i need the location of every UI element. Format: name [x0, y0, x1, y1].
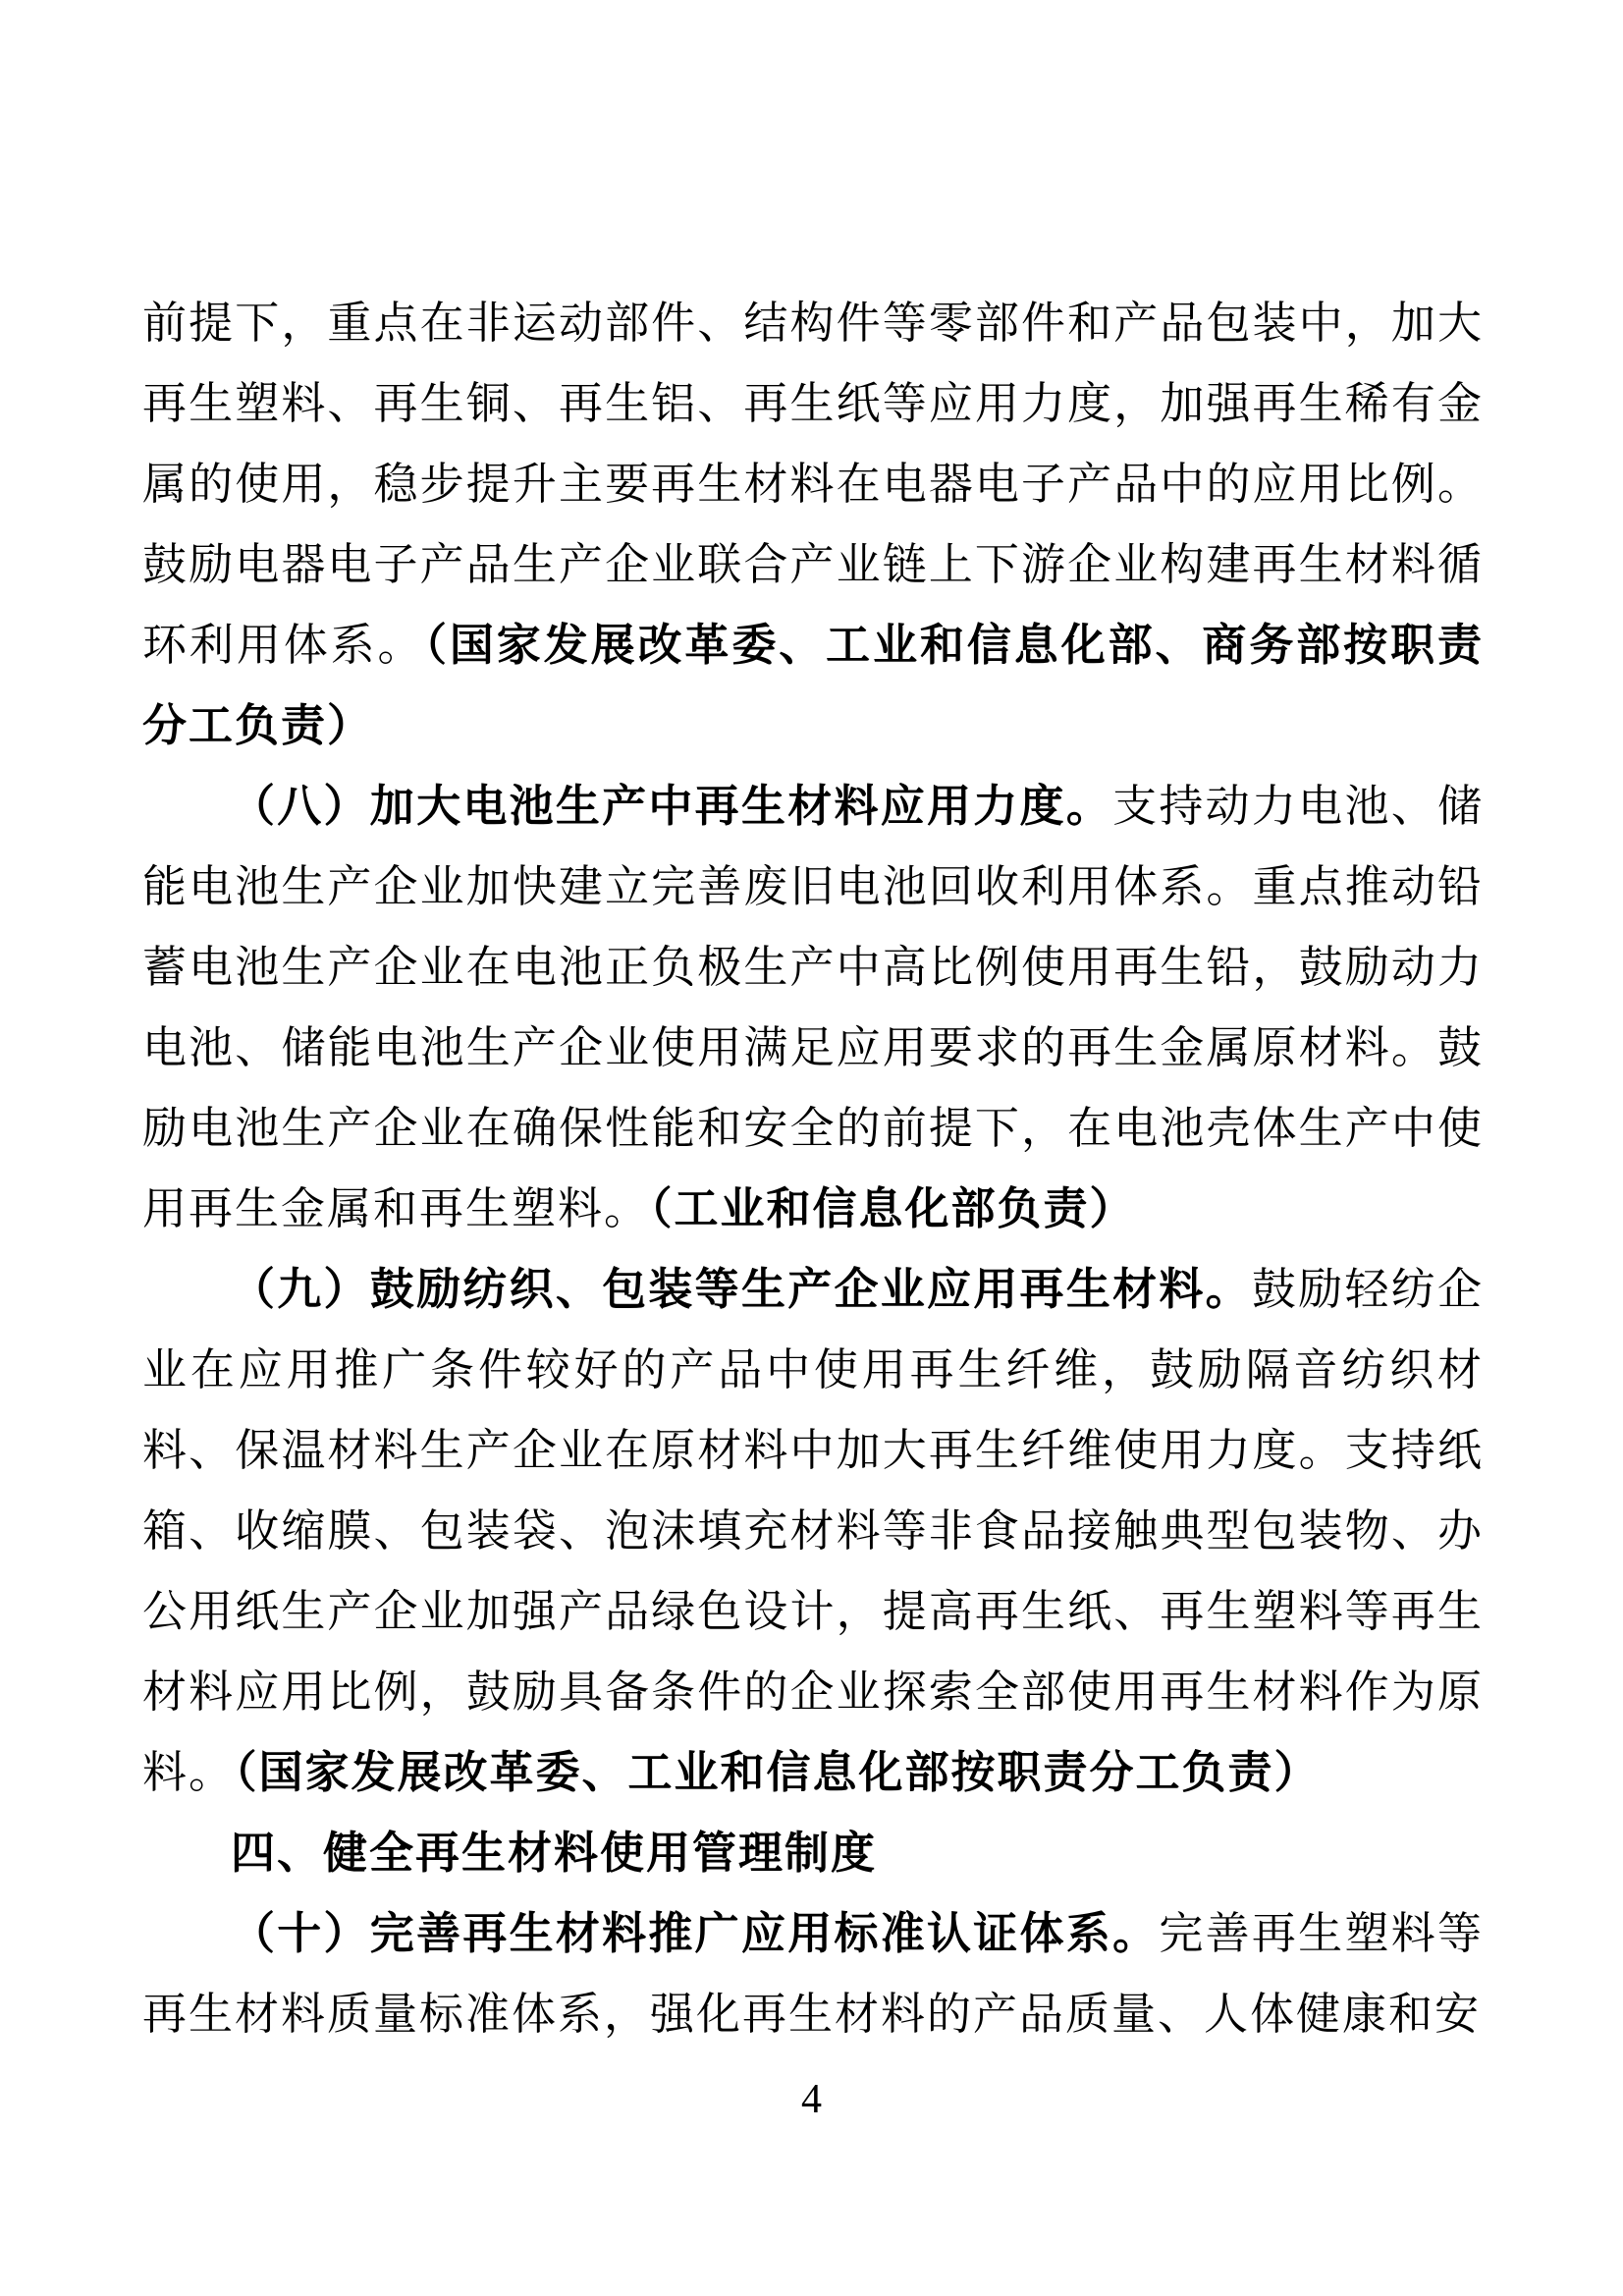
text-run: 支持动力电池、储能电池生产企业加快建立完善废旧电池回收利用体系。重点推动铅蓄电池生产企业在电池正负极生产中高比例使用再生铅，鼓励动力电池、储能电池生产企业使用满足应用要求的再生金属原材料。鼓励电池生产企业在确保性能和安全的前提下，在电池壳体生产中使用再生金属和再生塑料。	[142, 782, 1484, 1233]
paragraph	[142, 1893, 1484, 2054]
attribution-run: （工业和信息化部负责）	[650, 1184, 1136, 1233]
item-lead-run: （九）鼓励纺织、包装等生产企业应用再生材料。	[231, 1265, 1252, 1314]
document-body	[142, 283, 1484, 2054]
paragraph	[142, 766, 1484, 1249]
item-lead-run: （八）加大电池生产中再生材料应用力度。	[231, 782, 1113, 831]
item-lead-run: （十）完善再生材料推广应用标准认证体系。	[231, 1909, 1160, 1958]
text-run: 前提下，重点在非运动部件、结构件等零部件和产品包装中，加大再生塑料、再生铜、再生铝、再生纸等应用力度，加强再生稀有金属的使用，稳步提升主要再生材料在电器电子产品中的应用比例。鼓励电器电子产品生产企业联合产业链上下游企业构建再生材料循环利用体系。	[142, 299, 1484, 670]
attribution-run: （国家发展改革委、工业和信息化部、商务部按职责分工负责）	[142, 621, 1484, 750]
paragraph	[142, 1813, 1484, 1893]
section-heading: 四、健全再生材料使用管理制度	[231, 1828, 878, 1878]
page-number: 4	[801, 2077, 822, 2122]
attribution-run: （国家发展改革委、工业和信息化部按职责分工负责）	[235, 1748, 1321, 1797]
paragraph	[142, 283, 1484, 766]
text-run: 完善再生塑料等再生材料质量标准体系，强化再生材料的产品质量、人体健康和安	[142, 1909, 1484, 2039]
text-run: 鼓励轻纺企业在应用推广条件较好的产品中使用再生纤维，鼓励隔音纺织材料、保温材料生产企业在原材料中加大再生纤维使用力度。支持纸箱、收缩膜、包装袋、泡沫填充材料等非食品接触典型包装物、办公用纸生产企业加强产品绿色设计，提高再生纸、再生塑料等再生材料应用比例，鼓励具备条件的企业探索全部使用再生材料作为原料。	[142, 1265, 1484, 1797]
paragraph	[142, 1249, 1484, 1813]
